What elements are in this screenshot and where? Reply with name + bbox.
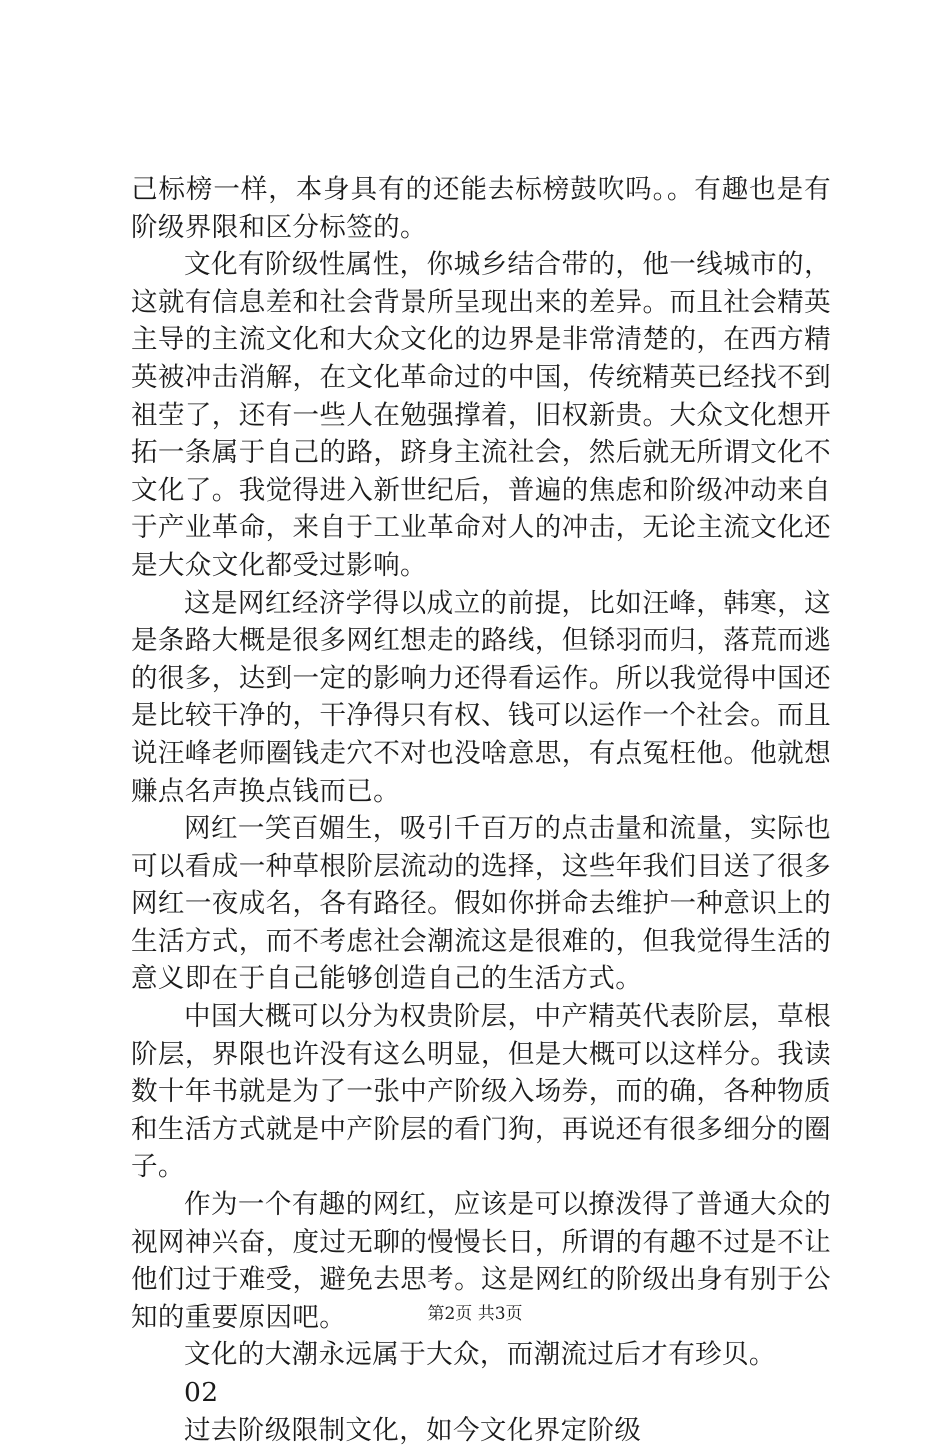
document-body: [131, 171, 831, 1449]
paragraph-5: 中国大概可以分为权贵阶层，中产精英代表阶层，草根阶层，界限也许没有这么明显，但是大概可以这样分。我读数十年书就是为了一张中产阶级入场券，而的确，各种物质和生活方式就是中产阶层的看门狗，再说还有很多细分的圈子。: [131, 1001, 831, 1183]
paragraph-1: 己标榜一样，本身具有的还能去标榜鼓吹吗。。有趣也是有阶级界限和区分标签的。: [131, 174, 831, 243]
paragraph-7: 文化的大潮永远属于大众，而潮流过后才有珍贝。: [184, 1339, 776, 1371]
section-number: 02: [184, 1377, 219, 1408]
page-footer: 第2页 共3页: [427, 1304, 523, 1324]
paragraph-4: 网红一笑百媚生，吸引千百万的点击量和流量，实际也可以看成一种草根阶层流动的选择，这些年我们目送了很多网红一夜成名，各有路径。假如你拼命去维护一种意识上的生活方式，而不考虑社会潮流这是很难的，但我觉得生活的意义即在于自己能够创造自己的生活方式。: [131, 813, 831, 995]
paragraph-3: 这是网红经济学得以成立的前提，比如汪峰，韩寒，这是条路大概是很多网红想走的路线，但铩羽而归，落荒而逃的很多，达到一定的影响力还得看运作。所以我觉得中国还是比较干净的，干净得只有权、钱可以运作一个社会。而且说汪峰老师圈钱走穴不对也没啥意思，有点冤枉他。他就想赚点名声换点钱而已。: [131, 587, 831, 807]
section-heading: 过去阶级限制文化，如今文化界定阶级: [184, 1414, 642, 1446]
paragraph-2: 文化有阶级性属性，你城乡结合带的，他一线城市的，这就有信息差和社会背景所呈现出来的差异。而且社会精英主导的主流文化和大众文化的边界是非常清楚的，在西方精英被冲击消解，在文化革命过的中国，传统精英已经找不到祖茔了，还有一些人在勉强撑着，旧权新贵。大众文化想开拓一条属于自己的路，跻身主流社会，然后就无所谓文化不文化了。我觉得进入新世纪后，普遍的焦虑和阶级冲动来自于产业革命，来自于工业革命对人的冲击，无论主流文化还是大众文化都受过影响。: [131, 249, 831, 581]
paragraph-6: 作为一个有趣的网红，应该是可以撩泼得了普通大众的视网神兴奋，度过无聊的慢慢长日，所谓的有趣不过是不让他们过于难受，避免去思考。这是网红的阶级出身有别于公知的重要原因吧。: [131, 1189, 831, 1333]
